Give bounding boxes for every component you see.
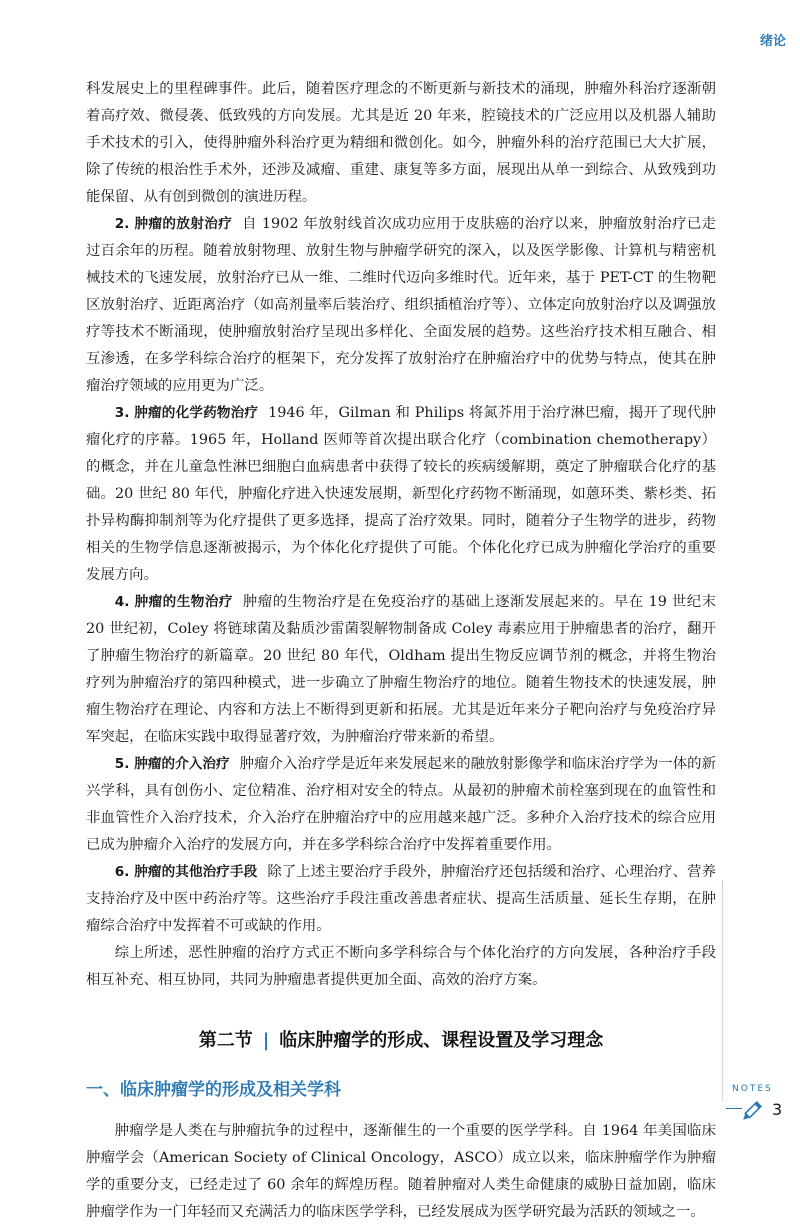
item-title: 6. 肿瘤的其他治疗手段 <box>114 864 258 880</box>
intro-paragraph: 科发展史上的里程碑事件。此后，随着医疗理念的不断更新与新技术的涌现，肿瘤外科治疗逐渐朝着高疗效、微侵袭、低致残的方向发展。尤其是近 20 年来，腔镜技术的广泛应用以及机器人辅助手术技术的引入，使得肿瘤外科治疗更为精细和微创化。如今，肿瘤外科的治疗范围已大大扩展，除了传统的根治性手术外，还涉及减瘤、重建、康复等多方面，展现出从单一到综合、从致残到功能保留、从有创到微创的演进历程。 <box>86 81 716 205</box>
summary-paragraph: 综上所述，恶性肿瘤的治疗方式正不断向多学科综合与个体化治疗的方向发展，各种治疗手段相互补充、相互协同，共同为肿瘤患者提供更加全面、高效的治疗方案。 <box>86 945 716 988</box>
chapter-tag: 绪论 <box>759 34 786 49</box>
section-title: 临床肿瘤学的形成、课程设置及学习理念 <box>279 1030 604 1051</box>
item-other-therapies <box>86 859 716 940</box>
item-text: 1946 年，Gilman 和 Philips 将氮芥用于治疗淋巴瘤，揭开了现代肿瘤化疗的序幕。1965 年，Holland 医师等首次提出联合化疗（combination chemotherapy）的概念，并在儿童急性淋巴细胞白血病患者中获得了较长的疾病缓解期，奠定了肿瘤联合化疗的基础。20 世纪 80 年代，肿瘤化疗进入快速发展期，新型化疗药物不断涌现，如蒽环类、紫杉类、拓扑异构酶抑制剂等为化疗提供了更多选择，提高了治疗效果。同时，随着分子生物学的进步，药物相关的生物学信息逐渐被揭示，为个体化化疗提供了可能。个体化化疗已成为肿瘤化学治疗的重要发展方向。 <box>86 405 716 583</box>
item-title: 3. 肿瘤的化学药物治疗 <box>114 405 259 421</box>
item-text: 自 1902 年放射线首次成功应用于皮肤癌的治疗以来，肿瘤放射治疗已走过百余年的历程。随着放射物理、放射生物与肿瘤学研究的深入，以及医学影像、计算机与精密机械技术的飞速发展，放射治疗已从一维、二维时代迈向多维时代。近年来，基于 PET-CT 的生物靶区放射治疗、近距离治疗（如高剂量率后装治疗、组织插植治疗等）、立体定向放射治疗以及调强放疗等技术不断涌现，使肿瘤放射治疗呈现出多样化、全面发展的趋势。这些治疗技术相互融合、相互渗透，在多学科综合治疗的框架下，充分发挥了放射治疗在肿瘤治疗中的优势与特点，使其在肿瘤治疗领域的应用更为广泛。 <box>86 216 716 394</box>
section-heading <box>86 1026 716 1056</box>
item-text: 除了上述主要治疗手段外，肿瘤治疗还包括缓和治疗、心理治疗、营养支持治疗及中医中药治疗等。这些治疗手段注重改善患者症状、提高生活质量、延长生存期，在肿瘤综合治疗中发挥着不可或缺的作用。 <box>86 864 716 934</box>
item-text: 肿瘤的生物治疗是在免疫治疗的基础上逐渐发展起来的。早在 19 世纪末 20 世纪初，Coley 将链球菌及黏质沙雷菌裂解物制备成 Coley 毒素应用于肿瘤患者的治疗，翻开了肿瘤生物治疗的新篇章。20 世纪 80 年代，Oldham 提出生物反应调节剂的概念，并将生物治疗列为肿瘤治疗的第四种模式，进一步确立了肿瘤生物治疗的地位。随着生物技术的快速发展，肿瘤生物治疗在理论、内容和方法上不断得到更新和拓展。尤其是近年来分子靶向治疗与免疫治疗异军突起，在临床实践中取得显著疗效，为肿瘤治疗带来新的希望。 <box>86 594 716 745</box>
subsection-heading: 一、临床肿瘤学的形成及相关学科 <box>86 1080 341 1100</box>
item-interventional <box>86 751 716 859</box>
page-body <box>86 76 716 1226</box>
section-divider: | <box>262 1030 270 1051</box>
notes-label: NOTES <box>732 1084 773 1094</box>
item-title: 5. 肿瘤的介入治疗 <box>114 756 230 772</box>
page-number: 3 <box>772 1100 783 1119</box>
item-biotherapy <box>86 589 716 751</box>
section-number: 第二节 <box>198 1030 253 1051</box>
item-chemotherapy <box>86 400 716 589</box>
item-title: 2. 肿瘤的放射治疗 <box>114 216 233 232</box>
item-radiotherapy <box>86 211 716 400</box>
notes-footer <box>726 1080 800 1140</box>
item-title: 4. 肿瘤的生物治疗 <box>114 594 233 610</box>
pencil-icon <box>738 1099 764 1125</box>
section-paragraph: 肿瘤学是人类在与肿瘤抗争的过程中，逐渐催生的一个重要的医学学科。自 1964 年美国临床肿瘤学会（American Society of Clinical Oncology，ASCO）成立以来，临床肿瘤学作为肿瘤学的重要分支，已经走过了 60 余年的辉煌历程。随着肿瘤对人类生命健康的威胁日益加剧，临床肿瘤学作为一门年轻而又充满活力的临床医学学科，已经发展成为医学研究最为活跃的领域之一。 <box>86 1123 716 1220</box>
item-text: 肿瘤介入治疗学是近年来发展起来的融放射影像学和临床治疗学为一体的新兴学科，具有创伤小、定位精准、治疗相对安全的特点。从最初的肿瘤术前栓塞到现在的血管性和非血管性介入治疗技术，介入治疗在肿瘤治疗中的应用越来越广泛。多种介入治疗技术的综合应用已成为肿瘤介入治疗的发展方向，并在多学科综合治疗中发挥着重要作用。 <box>86 756 716 853</box>
notes-margin-rule <box>722 880 723 1100</box>
